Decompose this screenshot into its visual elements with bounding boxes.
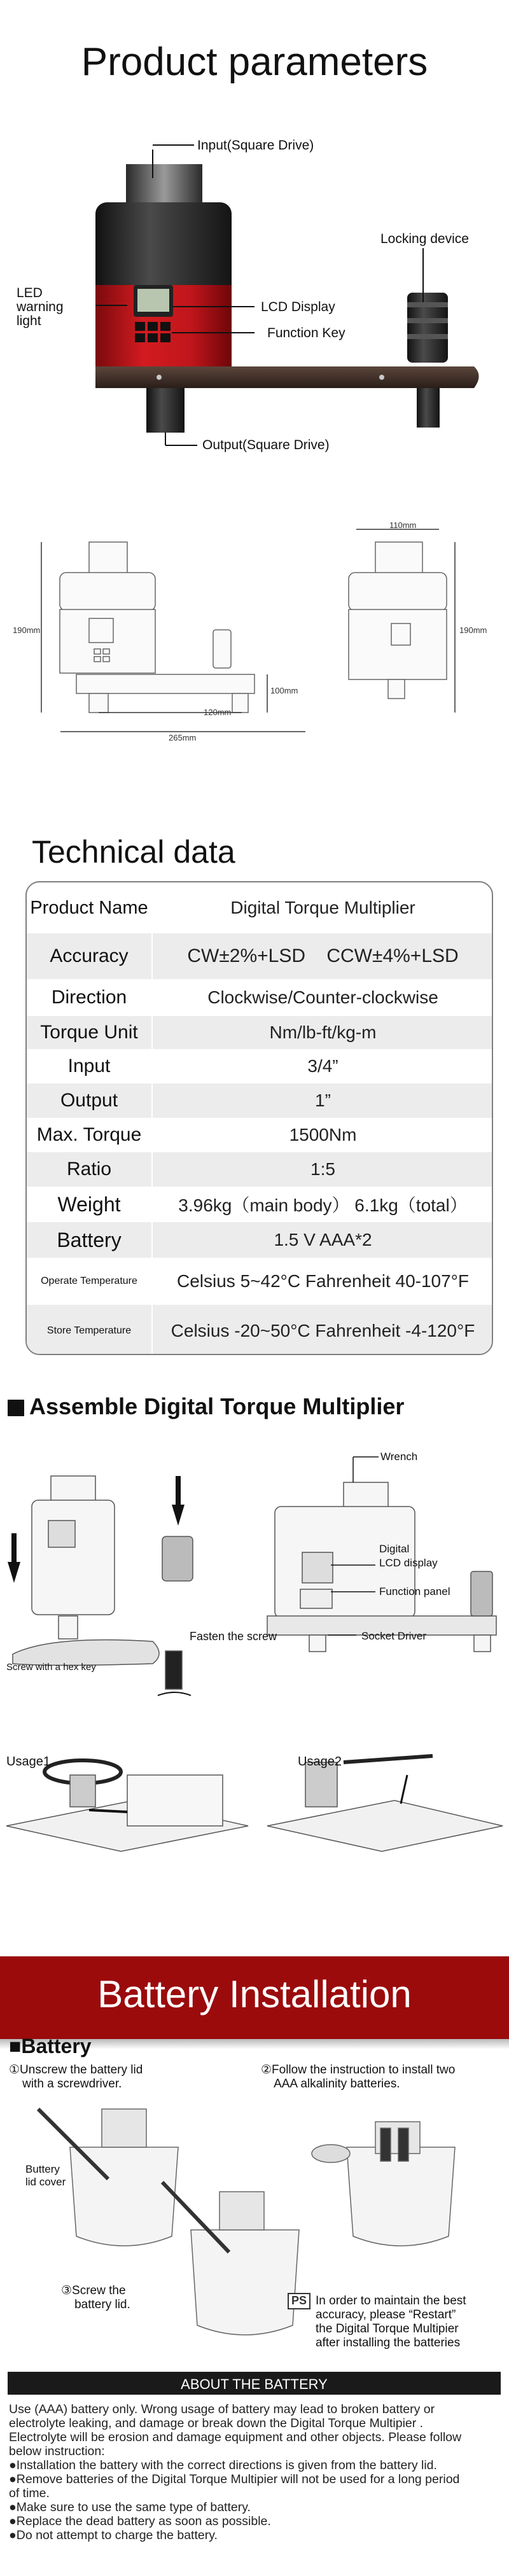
callout-lcd-display: LCD Display <box>261 300 335 314</box>
row-label: Product Name <box>30 897 148 918</box>
table-row <box>27 1118 493 1152</box>
callout-led-warning-light: LED warning light <box>17 286 64 328</box>
dim-width-right: 110mm <box>389 520 417 530</box>
row-value: Nm/lb-ft/kg-m <box>269 1022 377 1042</box>
battery-step-2: ②Follow the instruction to install two AAA alkalinity batteries. <box>261 2063 456 2091</box>
callout-wrench: Wrench <box>380 1451 418 1463</box>
table-row <box>27 1016 493 1049</box>
ps-note: In order to maintain the best accuracy, please “Restart” the Digital Torque Multipier after installing the batteries <box>316 2294 466 2350</box>
callout-locking-device: Locking device <box>380 232 469 246</box>
row-value: Digital Torque Multiplier <box>230 898 415 917</box>
table-row <box>27 1152 493 1187</box>
battery-subtitle: ■Battery <box>9 2035 92 2057</box>
about-line: of time. <box>9 2486 50 2500</box>
row-value: 3/4” <box>307 1056 338 1076</box>
about-line: Use (AAA) battery only. Wrong usage of battery may lead to broken battery or <box>9 2402 435 2416</box>
ps-badge-text: PS <box>291 2294 307 2307</box>
section-square-icon <box>8 1400 24 1416</box>
row-value: 1” <box>315 1090 331 1110</box>
about-line: ●Make sure to use the same type of battery. <box>9 2500 251 2514</box>
usage1-label: Usage1 <box>6 1755 50 1769</box>
row-value: CW±2%+LSD CCW±4%+LSD <box>187 945 459 966</box>
row-label: Direction <box>51 987 127 1008</box>
about-battery-body <box>9 2402 505 2542</box>
product-photo <box>0 115 509 471</box>
callout-function-panel: Function panel <box>379 1585 450 1598</box>
product-parameters-title: Product parameters <box>81 40 428 84</box>
dim-height-left: 190mm <box>13 625 41 635</box>
about-line: electrolyte leaking, and damage or break down the Digital Torque Multipier . <box>9 2416 424 2430</box>
table-row <box>27 1305 493 1355</box>
battery-lid-label: Buttery lid cover <box>25 2163 66 2188</box>
dim-total: 265mm <box>169 733 197 742</box>
table-row <box>27 1083 493 1118</box>
assemble-title: Assemble Digital Torque Multiplier <box>29 1393 405 1419</box>
row-label: Input <box>67 1055 111 1076</box>
callout-socket-driver: Socket Driver <box>361 1630 427 1642</box>
dimension-drawing <box>0 522 509 751</box>
row-label: Operate Temperature <box>41 1276 137 1286</box>
row-value: 3.96kg（main body） 6.1kg（total） <box>178 1195 468 1215</box>
row-label: Max. Torque <box>36 1124 142 1145</box>
row-value: Clockwise/Counter-clockwise <box>207 987 438 1007</box>
table-row <box>27 1258 493 1305</box>
table-row <box>27 979 493 1016</box>
row-value: 1.5 V AAA*2 <box>274 1230 372 1250</box>
row-label: Output <box>60 1090 118 1111</box>
row-label: Battery <box>57 1228 122 1251</box>
table-row <box>27 1222 493 1258</box>
battery-step-3: ③Screw the battery lid. <box>61 2284 130 2311</box>
about-line: ●Do not attempt to charge the battery. <box>9 2528 218 2542</box>
about-line: ●Remove batteries of the Digital Torque Multipier will not be used for a long period <box>9 2472 460 2486</box>
row-label: Ratio <box>66 1159 112 1180</box>
callout-function-key: Function Key <box>267 326 345 340</box>
technical-data-title: Technical data <box>32 834 235 870</box>
about-line: Electrolyte will be erosion and damage equipment and other objects. Please follow <box>9 2430 462 2444</box>
callout-fasten-screw: Fasten the screw <box>190 1630 277 1643</box>
dim-arm-height: 100mm <box>270 686 298 695</box>
dim-height-right: 190mm <box>459 625 487 635</box>
about-line: ●Installation the battery with the correct directions is given from the battery lid. <box>9 2458 437 2472</box>
row-label: Accuracy <box>50 945 129 966</box>
row-label: Weight <box>57 1192 121 1216</box>
table-row <box>27 1187 493 1222</box>
row-value: 1500Nm <box>289 1125 357 1145</box>
callout-hex-key: Screw with a hex key <box>6 1662 96 1673</box>
about-line: below instruction: <box>9 2444 105 2458</box>
row-label: Torque Unit <box>40 1022 138 1043</box>
table-row <box>27 882 493 933</box>
table-row <box>27 1049 493 1083</box>
battery-step-1: ①Unscrew the battery lid with a screwdriver. <box>9 2063 143 2091</box>
callout-input: Input(Square Drive) <box>197 138 314 153</box>
row-value: 1:5 <box>310 1159 335 1179</box>
table-row <box>27 933 493 979</box>
about-battery-title: ABOUT THE BATTERY <box>181 2376 328 2392</box>
callout-digital-lcd: Digital LCD display <box>379 1543 438 1569</box>
callout-output: Output(Square Drive) <box>202 438 330 452</box>
row-label: Store Temperature <box>46 1325 132 1336</box>
technical-data-table <box>25 881 493 1355</box>
row-value: Celsius 5~42°C Fahrenheit 40-107°F <box>177 1271 469 1291</box>
row-value: Celsius -20~50°C Fahrenheit -4-120°F <box>171 1320 475 1340</box>
dim-arm-span: 120mm <box>204 707 232 717</box>
about-line: ●Replace the dead battery as soon as possible. <box>9 2514 271 2528</box>
battery-installation-title: Battery Installation <box>97 1973 412 2016</box>
assembly-illustration <box>0 1444 509 1928</box>
usage2-label: Usage2 <box>298 1755 342 1769</box>
